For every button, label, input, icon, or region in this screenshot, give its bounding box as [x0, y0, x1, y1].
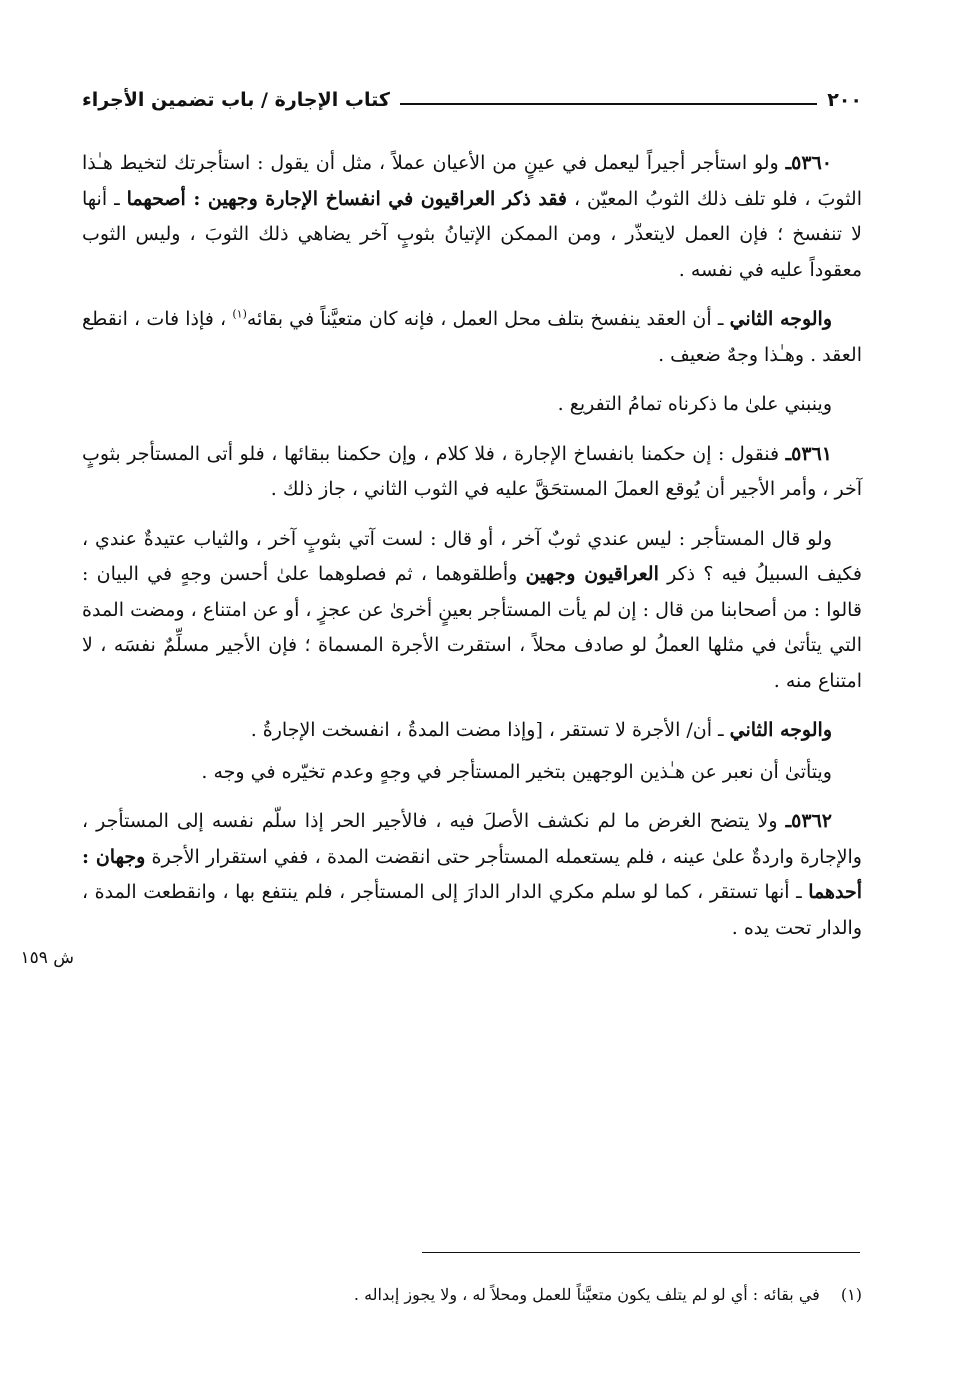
footnote — [82, 1282, 862, 1308]
paragraph — [82, 713, 862, 749]
text-run: ويتأتىٰ أن نعبر عن هـٰذين الوجهين بتخير المستأجر في وجهٍ وعدم تخيّره في وجه . — [201, 760, 832, 783]
text-run: وأطلقوهما ، ثم فصلوهما علىٰ أحسن وجهٍ في البيان : قالوا : من أصحابنا من قال : إن لم يأت المستأجر بعينٍ أخرىٰ عن عجزٍ ، أو عن امتناع ، ومضت المدة التي يتأتىٰ في مثلها العملُ لو صادف محلاً ، استقرت الأجرة المسماة ؛ فإن الأجير مسلِّمٌ نفسَه ، لا امتناع منه . — [82, 563, 862, 692]
paragraph — [82, 437, 862, 508]
paragraph — [82, 804, 862, 946]
paragraph — [82, 522, 862, 700]
footnote-text: في بقائه : أي لو لم يتلف يكون متعيَّناً للعمل ومحلاً له ، ولا يجوز إبداله . — [353, 1285, 820, 1304]
text-run: ولا يتضح الغرض ما لم نكشف الأصلَ فيه ، فالأجير الحر إذا سلّم نفسه إلى المستأجر ، والإجارة واردةٌ علىٰ عينه ، فلم يستعمله المستأجر حتى انقضت المدة ، ففي استقرار الأجرة — [82, 810, 862, 868]
bold-text: العراقيون وجهين — [525, 563, 659, 585]
bold-text: وجهان : أحدهما — [82, 845, 862, 903]
header-title: كتاب الإجارة / باب تضمين الأجراء — [82, 89, 390, 111]
paragraph — [82, 755, 862, 791]
page-number: ٢٠٠ — [827, 89, 862, 111]
main-text — [82, 146, 862, 952]
text-run: ـ أنها لا تنفسخ ؛ فإن العمل لايتعذّر ، ومن الممكن الإتيانُ بثوبٍ آخر يضاهي ذلك الثوبَ ، وليس الثوب معقوداً عليه في نفسه . — [82, 187, 862, 281]
header-rule — [400, 103, 817, 105]
bold-text: والوجه الثاني — [729, 719, 832, 741]
bold-text: والوجه الثاني — [729, 308, 833, 330]
bold-text: فقد ذكر العراقيون في انفساخ الإجارة وجهين : أصحهما — [126, 187, 568, 210]
footnote-reference: (١) — [232, 307, 247, 321]
page-header — [82, 82, 862, 118]
paragraph-number: ٥٣٦١ـ — [785, 442, 832, 465]
paragraph-number: ٥٣٦٠ـ — [785, 152, 832, 174]
text-run: ـ أنها تستقر ، كما لو سلم مكري الدار الدارَ إلى المستأجر ، فلم ينتفع بها ، وانقطعت المدة ، والدار تحت يده . — [82, 881, 862, 939]
footnote-number: (١) — [840, 1285, 862, 1304]
text-run: وينبني علىٰ ما ذكرناه تمامُ التفريع . — [557, 393, 832, 415]
paragraph — [82, 302, 862, 373]
footnote-separator — [422, 1252, 860, 1253]
text-run: ولو استأجر أجيراً ليعمل في عينٍ من الأعيان عملاً ، مثل أن يقول : استأجرتك لتخيط هـٰذا الثوبَ ، فلو تلف ذلك الثوبُ المعيّن ، — [82, 152, 862, 210]
text-run: ولو قال المستأجر : ليس عندي ثوبٌ آخر ، أو قال : لست آتي بثوبٍ آخر ، والثياب عتيدةٌ عندي ، فكيف السبيلُ فيه ؟ ذكر — [82, 527, 863, 585]
text-run: ، فإذا فات ، انقطع العقد . وهـٰذا وجهٌ ضعيف . — [82, 308, 862, 366]
margin-manuscript-note: ش ١٥٩ — [20, 948, 74, 968]
paragraph-number: ٥٣٦٢ـ — [785, 810, 832, 832]
text-run: ـ أن العقد ينفسخ بتلف محل العمل ، فإنه كان متعيَّناً في بقائه — [246, 308, 730, 330]
text-run: ـ أن/ الأجرة لا تستقر ، [وإذا مضت المدةُ ، انفسخت الإجارةُ . — [250, 719, 730, 741]
paragraph — [82, 146, 862, 288]
text-run: فنقول : إن حكمنا بانفساخ الإجارة ، فلا كلام ، وإن حكمنا ببقائها ، فلو أتى المستأجر بثوبٍ آخر ، وأمر الأجير أن يُوقع العملَ المستحَقَّ عليه في الثوب الثاني ، جاز ذلك . — [82, 442, 862, 500]
paragraph — [82, 387, 862, 423]
